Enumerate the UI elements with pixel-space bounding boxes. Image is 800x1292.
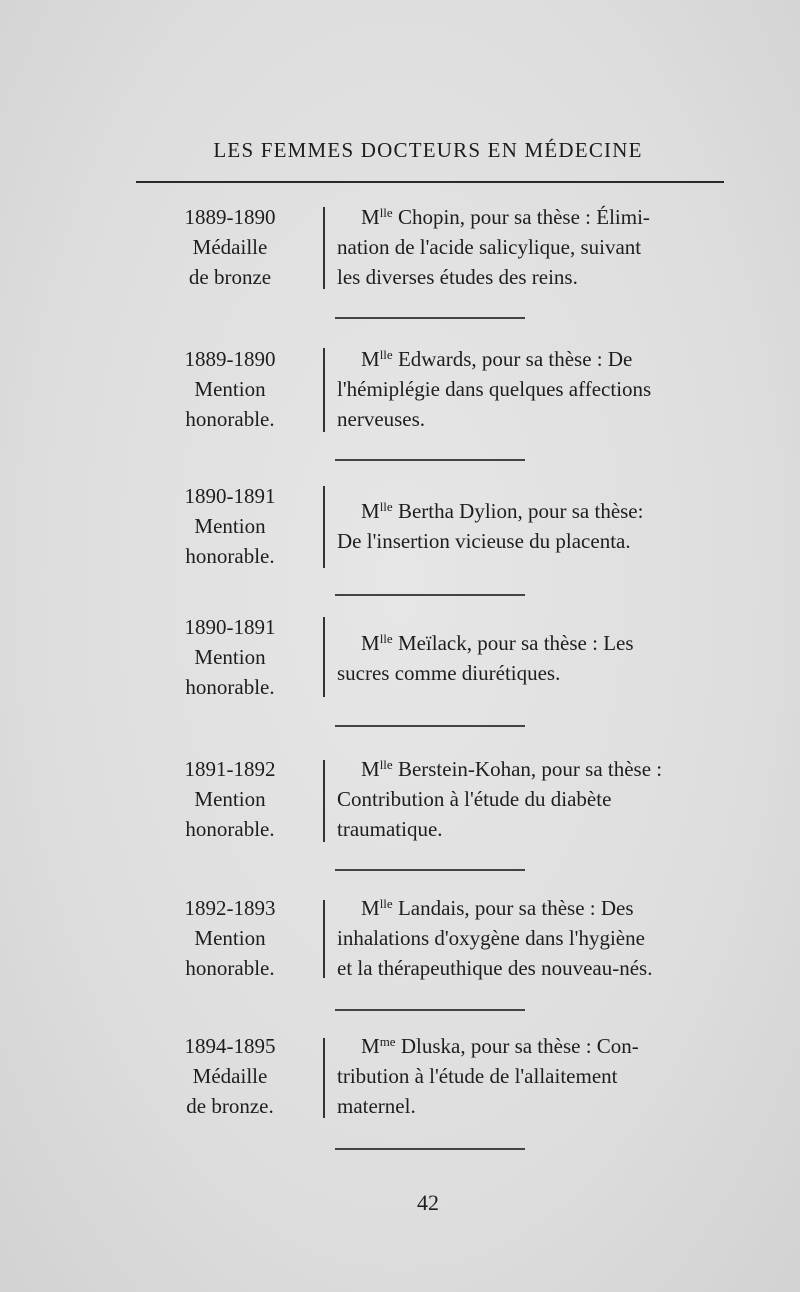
column-rule	[323, 760, 325, 842]
title-superscript: lle	[379, 205, 393, 220]
thesis-description	[337, 496, 731, 556]
title-superscript: lle	[379, 757, 393, 772]
desc-line: De l'insertion vicieuse du placenta.	[337, 529, 631, 553]
title-superscript: lle	[379, 499, 393, 514]
title-abbrev: M	[361, 631, 380, 655]
desc-line: les diverses études des reins.	[337, 265, 578, 289]
column-rule	[323, 207, 325, 289]
award-column	[150, 344, 310, 434]
award-type: Médaille	[192, 1064, 268, 1088]
header-rule	[136, 181, 724, 183]
desc-line: nerveuses.	[337, 407, 426, 431]
thesis-description	[337, 754, 731, 844]
award-type: Mention	[194, 377, 266, 401]
desc-line: inhalations d'oxygène dans l'hygiène	[337, 926, 645, 950]
running-head: LES FEMMES DOCTEURS EN MÉDECINE	[213, 138, 643, 162]
desc-line: Dluska, pour sa thèse : Con-	[400, 1034, 639, 1058]
page-number: 42	[417, 1190, 439, 1215]
entry-separator	[335, 725, 525, 727]
award-years: 1892-1893	[184, 896, 276, 920]
desc-line: Chopin, pour sa thèse : Élimi-	[397, 205, 650, 229]
title-abbrev: M	[361, 896, 380, 920]
desc-line: Contribution à l'étude du diabète	[337, 787, 612, 811]
award-years: 1890-1891	[184, 615, 276, 639]
award-column	[150, 481, 310, 571]
desc-line: traumatique.	[337, 817, 443, 841]
entry-separator	[335, 594, 525, 596]
entry-separator	[335, 459, 525, 461]
column-rule	[323, 1038, 325, 1118]
award-column	[150, 202, 310, 292]
column-rule	[323, 617, 325, 697]
desc-line: Berstein-Kohan, pour sa thèse :	[397, 757, 663, 781]
desc-line: tribution à l'étude de l'allaitement	[337, 1064, 618, 1088]
column-rule	[323, 486, 325, 568]
award-type-cont: honorable.	[185, 407, 275, 431]
award-type: Mention	[194, 787, 266, 811]
award-column	[150, 893, 310, 983]
award-column	[150, 1031, 310, 1121]
thesis-description	[337, 628, 731, 688]
award-type: Mention	[194, 926, 266, 950]
award-column	[150, 754, 310, 844]
desc-line: Edwards, pour sa thèse : De	[397, 347, 633, 371]
thesis-description	[337, 893, 731, 983]
column-rule	[323, 348, 325, 432]
desc-line: maternel.	[337, 1094, 416, 1118]
award-type: Mention	[194, 645, 266, 669]
desc-line: et la thérapeuthique des nouveau-nés.	[337, 956, 653, 980]
title-abbrev: M	[361, 757, 380, 781]
column-rule	[323, 900, 325, 978]
thesis-description	[337, 202, 731, 292]
desc-line: sucres comme diurétiques.	[337, 661, 561, 685]
entry-separator	[335, 1148, 525, 1150]
entry-separator	[335, 317, 525, 319]
title-abbrev: M	[361, 1034, 380, 1058]
title-abbrev: M	[361, 205, 380, 229]
thesis-description	[337, 1031, 731, 1121]
award-years: 1890-1891	[184, 484, 276, 508]
entry-separator	[335, 869, 525, 871]
title-superscript: lle	[379, 896, 393, 911]
thesis-description	[337, 344, 731, 434]
title-superscript: lle	[379, 631, 393, 646]
award-years: 1889-1890	[184, 347, 276, 371]
award-type-cont: de bronze	[188, 265, 272, 289]
award-type-cont: honorable.	[185, 817, 275, 841]
title-superscript: me	[379, 1034, 396, 1049]
award-column	[150, 612, 310, 702]
title-abbrev: M	[361, 499, 380, 523]
award-years: 1894-1895	[184, 1034, 276, 1058]
award-type-cont: honorable.	[185, 956, 275, 980]
title-superscript: lle	[379, 347, 393, 362]
award-type-cont: honorable.	[185, 544, 275, 568]
desc-line: l'hémiplégie dans quelques affections	[337, 377, 652, 401]
desc-line: nation de l'acide salicylique, suivant	[337, 235, 642, 259]
award-type-cont: de bronze.	[186, 1094, 274, 1118]
award-years: 1889-1890	[184, 205, 276, 229]
award-type: Mention	[194, 514, 266, 538]
entry-separator	[335, 1009, 525, 1011]
award-type-cont: honorable.	[185, 675, 275, 699]
title-abbrev: M	[361, 347, 380, 371]
award-type: Médaille	[192, 235, 268, 259]
desc-line: Bertha Dylion, pour sa thèse:	[397, 499, 644, 523]
desc-line: Meïlack, pour sa thèse : Les	[397, 631, 634, 655]
award-years: 1891-1892	[184, 757, 276, 781]
desc-line: Landais, pour sa thèse : Des	[397, 896, 634, 920]
